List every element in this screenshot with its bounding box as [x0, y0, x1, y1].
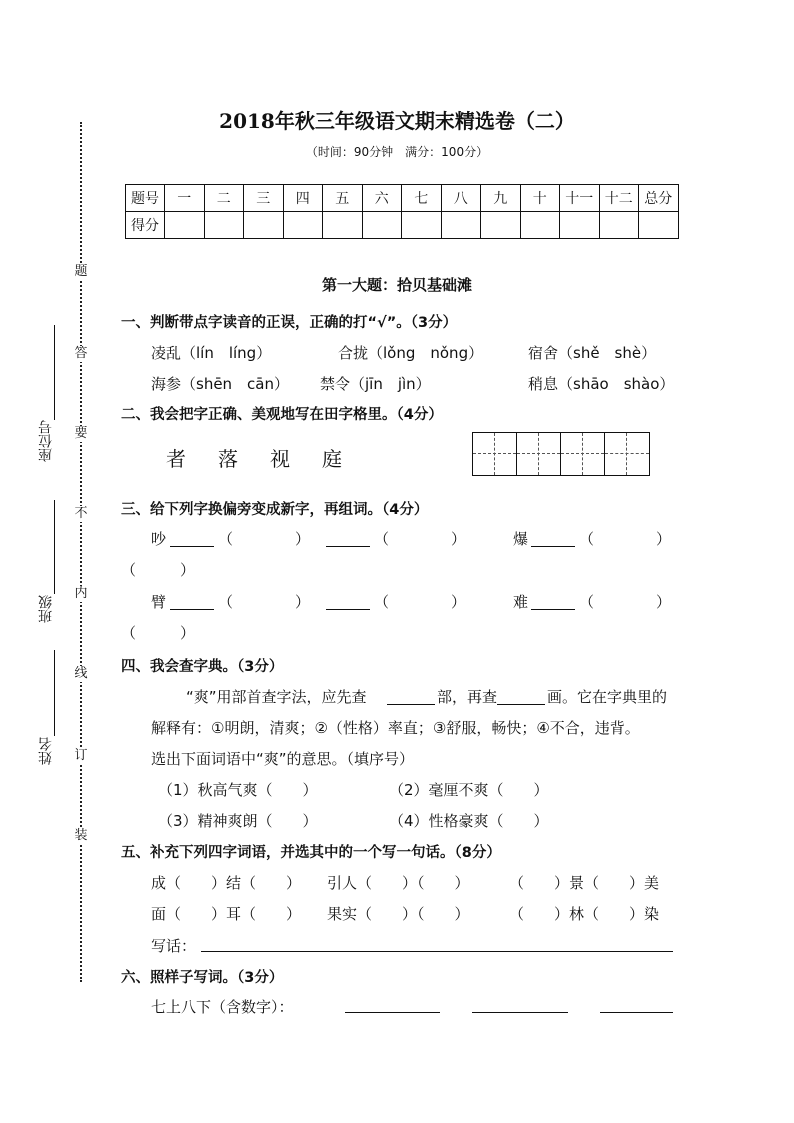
q3-char: 吵: [151, 530, 167, 548]
score-input-cell[interactable]: [402, 212, 442, 239]
q4-option[interactable]: （1）秋高气爽（ ）: [158, 781, 318, 799]
tianzige-cell[interactable]: [561, 433, 605, 475]
binding-char: 装: [74, 828, 88, 843]
binding-char: 不: [74, 506, 88, 521]
q3-char: 臂: [151, 593, 167, 611]
q5-idiom[interactable]: 引人（ ）（ ）: [327, 874, 470, 892]
binding-char: 订: [74, 748, 88, 763]
score-input-cell[interactable]: [283, 212, 323, 239]
seat-number-label: 座位号: [38, 420, 54, 462]
paren-close: ）: [451, 530, 467, 548]
binding-char: 线: [74, 666, 88, 681]
q3-answer-blank[interactable]: [170, 546, 214, 547]
q1-item[interactable]: 凌乱（lín líng）: [151, 344, 272, 362]
name-label: 姓名: [38, 737, 54, 765]
table-cell: 三: [244, 185, 284, 212]
q4-line2: 解释有：①明朗，清爽；②（性格）率直；③舒服，畅快；④不合，违背。: [151, 719, 640, 737]
q2-char: 庭: [322, 447, 342, 471]
q1-item[interactable]: 稍息（shāo shào）: [528, 375, 675, 393]
table-cell: 八: [441, 185, 481, 212]
score-input-cell[interactable]: [639, 212, 679, 239]
score-table: [125, 184, 679, 239]
score-input-cell[interactable]: [244, 212, 284, 239]
q5-sentence-line[interactable]: [201, 951, 673, 952]
paren-open: （: [579, 530, 595, 548]
tianzige-cell[interactable]: [473, 433, 517, 475]
q5-idiom[interactable]: （ ）景（ ）美: [509, 874, 660, 892]
q5-idiom[interactable]: 面（ ）耳（ ）: [151, 905, 302, 923]
q3-answer-blank[interactable]: [531, 609, 575, 610]
paren-close: ）: [295, 593, 311, 611]
table-cell: 得分: [126, 212, 165, 239]
page-title: 2018年秋三年级语文期末精选卷（二）: [219, 109, 575, 133]
score-input-cell[interactable]: [204, 212, 244, 239]
table-cell: 十一: [560, 185, 600, 212]
class-line[interactable]: [54, 500, 55, 594]
q5-heading: 五、补充下列四字词语，并选其中的一个写一句话。（8分）: [121, 845, 501, 861]
score-input-cell[interactable]: [599, 212, 639, 239]
binding-char: 题: [74, 264, 88, 279]
q2-char: 者: [166, 447, 186, 471]
paren-open: （: [121, 624, 137, 642]
paren-close: ）: [180, 561, 196, 579]
q2-char: 视: [270, 447, 290, 471]
q3-heading: 三、给下列字换偏旁变成新字，再组词。（4分）: [121, 502, 429, 518]
table-cell: 六: [362, 185, 402, 212]
q4-line1-a: “爽”用部首查字法，应先查: [186, 688, 367, 706]
table-cell: 十: [520, 185, 560, 212]
q6-heading: 六、照样子写词。（3分）: [121, 970, 284, 986]
score-input-cell[interactable]: [165, 212, 205, 239]
class-label: 班级: [38, 595, 54, 623]
seat-number-line[interactable]: [54, 325, 55, 420]
paren-close: ）: [656, 530, 672, 548]
table-cell: 题号: [126, 185, 165, 212]
binding-char: 内: [74, 586, 88, 601]
table-cell: 五: [323, 185, 363, 212]
score-table-header-row: [126, 185, 679, 212]
q4-line3: 选出下面词语中“爽”的意思。（填序号）: [151, 750, 415, 768]
table-cell: 一: [165, 185, 205, 212]
q5-idiom[interactable]: （ ）林（ ）染: [509, 905, 660, 923]
tianzige-grid: [472, 432, 650, 476]
table-cell: 九: [481, 185, 521, 212]
q4-option[interactable]: （3）精神爽朗（ ）: [158, 812, 318, 830]
q3-char: 难: [513, 593, 529, 611]
q6-example: 七上八下（含数字）：: [151, 998, 294, 1016]
q1-item[interactable]: 禁令（jīn jìn）: [320, 375, 431, 393]
q1-item[interactable]: 海参（shēn cān）: [151, 375, 290, 393]
q1-item[interactable]: 宿舍（shě shè）: [528, 344, 657, 362]
paren-close: ）: [451, 593, 467, 611]
binding-char: 答: [74, 346, 88, 361]
q5-idiom[interactable]: 果实（ ）（ ）: [327, 905, 470, 923]
q5-write-label: 写话：: [151, 937, 197, 955]
tianzige-cell[interactable]: [605, 433, 649, 475]
q4-line1-c: 画。它在字典里的: [547, 688, 668, 706]
table-cell: 总分: [639, 185, 679, 212]
q3-char: 爆: [513, 530, 529, 548]
paren-open: （: [374, 530, 390, 548]
table-cell: 七: [402, 185, 442, 212]
q1-heading: 一、判断带点字读音的正误，正确的打“√”。（3分）: [121, 315, 458, 331]
paren-open: （: [579, 593, 595, 611]
score-input-cell[interactable]: [323, 212, 363, 239]
paren-open: （: [121, 561, 137, 579]
q3-answer-blank[interactable]: [531, 546, 575, 547]
q3-answer-blank[interactable]: [170, 609, 214, 610]
score-input-cell[interactable]: [560, 212, 600, 239]
q4-option[interactable]: （2）毫厘不爽（ ）: [389, 781, 549, 799]
q6-answer-line[interactable]: [345, 1012, 440, 1013]
binding-char: 要: [74, 426, 88, 441]
q3-answer-blank[interactable]: [326, 609, 370, 610]
paren-open: （: [218, 593, 234, 611]
q4-option[interactable]: （4）性格豪爽（ ）: [389, 812, 549, 830]
table-cell: 十二: [599, 185, 639, 212]
paren-close: ）: [656, 593, 672, 611]
score-input-cell[interactable]: [441, 212, 481, 239]
q6-answer-line[interactable]: [600, 1012, 673, 1013]
paren-close: ）: [180, 624, 196, 642]
paren-close: ）: [295, 530, 311, 548]
q3-answer-blank[interactable]: [326, 546, 370, 547]
section-title: 第一大题：拾贝基础滩: [321, 276, 472, 294]
score-table-score-row: [126, 212, 679, 239]
q4-strokes-blank[interactable]: [497, 704, 545, 705]
q6-answer-line[interactable]: [472, 1012, 568, 1013]
q4-line1-b: 部，再查: [437, 688, 498, 706]
name-line[interactable]: [54, 650, 55, 736]
page-subtitle: （时间：90分钟 满分：100分）: [305, 145, 489, 159]
binding-dotted-line: [80, 122, 82, 982]
q5-idiom[interactable]: 成（ ）结（ ）: [151, 874, 302, 892]
score-input-cell[interactable]: [481, 212, 521, 239]
score-input-cell[interactable]: [520, 212, 560, 239]
q2-heading: 二、我会把字正确、美观地写在田字格里。（4分）: [121, 407, 443, 423]
paren-open: （: [218, 530, 234, 548]
q4-heading: 四、我会查字典。（3分）: [121, 659, 284, 675]
q1-item[interactable]: 合拢（lǒng nǒng）: [338, 344, 484, 362]
q2-characters: [166, 443, 374, 472]
table-cell: 二: [204, 185, 244, 212]
table-cell: 四: [283, 185, 323, 212]
tianzige-cell[interactable]: [517, 433, 561, 475]
q2-char: 落: [218, 447, 238, 471]
score-input-cell[interactable]: [362, 212, 402, 239]
q4-radical-blank[interactable]: [387, 704, 435, 705]
paren-open: （: [374, 593, 390, 611]
